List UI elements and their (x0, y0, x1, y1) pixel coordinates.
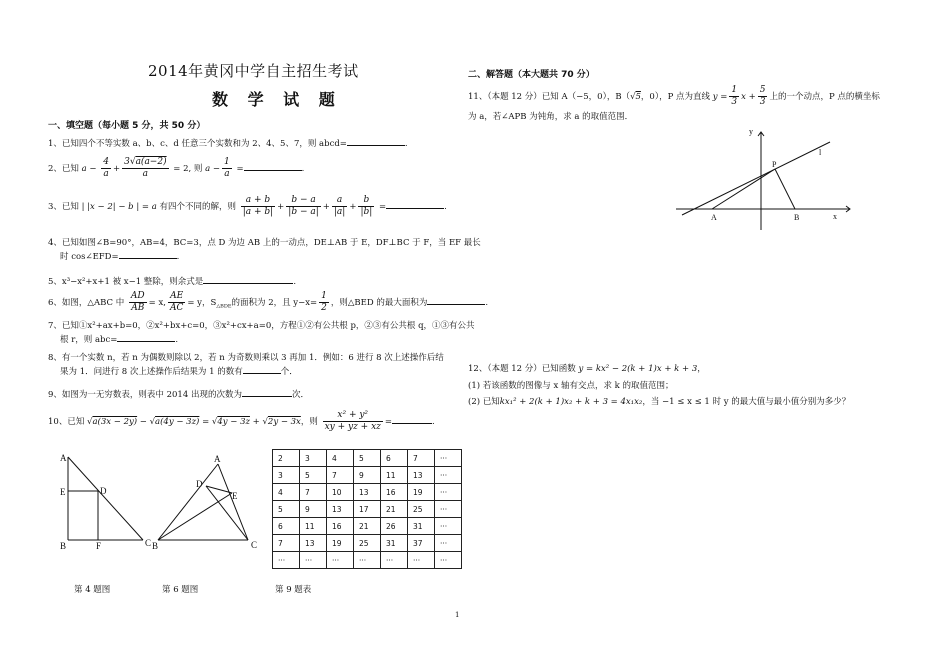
table-cell: 31 (381, 535, 408, 552)
caption-figure-4: 第 4 题图 (74, 585, 111, 595)
segment-ac (68, 457, 143, 540)
question-7-line2: 根 r，则 abc= . (60, 335, 179, 345)
table-cell: ··· (435, 501, 462, 518)
table-cell: 25 (408, 501, 435, 518)
question-4-line2: 时 cos∠EFD= . (60, 252, 180, 262)
table-cell: ··· (435, 552, 462, 569)
question-8-line2-text: 果为 1．问进行 8 次上述操作后结果为 1 的数有 (60, 367, 243, 377)
table-cell: 21 (381, 501, 408, 518)
answer-blank (392, 415, 432, 424)
table-cell: 26 (381, 518, 408, 535)
math-expression: a − (81, 164, 97, 174)
label-f: F (96, 541, 102, 551)
label-d: D (196, 479, 203, 489)
question-11 (468, 85, 880, 124)
label-a: A (711, 213, 717, 222)
math-fraction: $\frac{b}{|b|}$ (360, 195, 373, 217)
question-6-tail: ，则△BED 的最大面积为 (330, 298, 428, 308)
table-row (273, 484, 462, 501)
math-expression: y = (712, 92, 728, 102)
segment-pa (712, 169, 775, 209)
question-7 (48, 320, 475, 347)
table-cell: 7 (300, 484, 327, 501)
question-11-line1: 11、（本题 12 分）已知 A（−5，0），B（√5，0），P 点为直线 y = $\frac{1}{3}$ x + $\frac{5}{3}$ 上的一个动点，P 点的横坐标 (468, 85, 880, 107)
table-cell: 21 (354, 518, 381, 535)
label-l: l (819, 148, 822, 157)
section-solve-heading: 二、解答题（本大题共 70 分） (468, 70, 595, 80)
question-12-part2-tail: ，当 −1 ≤ x ≤ 1 时 y 的最大值与最小值分别为多少？ (642, 397, 851, 407)
question-6-lead: 6、如图，△ABC 中 (48, 298, 125, 308)
table-cell: ··· (435, 535, 462, 552)
question-5: 5、x³−x²+x+1 被 x−1 整除，则余式是 . (48, 277, 297, 287)
table-cell: ··· (381, 552, 408, 569)
question-2-lead: 2、已知 (48, 164, 79, 174)
math-fraction: $\frac{AE}{AC}$ (169, 291, 184, 313)
table-cell: ··· (435, 484, 462, 501)
label-e: E (232, 491, 238, 501)
table-cell: ··· (435, 450, 462, 467)
question-11-line2: 为 a，若∠APB 为钝角，求 a 的取值范围． (468, 112, 634, 122)
question-4-line2-text: 时 cos∠EFD= (60, 252, 119, 262)
math-fraction: $\frac{5}{3}$ (759, 85, 766, 107)
table-cell: 37 (408, 535, 435, 552)
table-cell: 11 (300, 518, 327, 535)
math-fraction: $\frac{4}{a}$ (103, 157, 109, 179)
label-y: y (749, 127, 753, 136)
table-cell: 7 (408, 450, 435, 467)
question-12-lead: 12、（本题 12 分）已知函数 (468, 364, 576, 374)
math-fraction: $\frac{a + b}{|a + b|}$ (242, 195, 274, 217)
segment-pb (775, 169, 795, 209)
label-d: D (100, 486, 107, 496)
table-row (273, 450, 462, 467)
label-a: A (214, 454, 221, 464)
table-cell: 4 (327, 450, 354, 467)
question-3-tail: = (378, 202, 387, 212)
question-11-tail: 上的一个动点，P 点的横坐标 (769, 92, 880, 102)
segment-dc (206, 486, 248, 540)
table-row (273, 501, 462, 518)
math-expression: √5 (630, 92, 641, 102)
table-cell: 9 (354, 467, 381, 484)
table-cell: ··· (354, 552, 381, 569)
table-cell: 3 (300, 450, 327, 467)
label-b: B (794, 213, 800, 222)
question-4-line1: 4、已知如图∠B=90°，AB=4，BC=3，点 D 为边 AB 上的一动点，DE⊥AB 于 E，DF⊥BC 于 F，当 EF 最长 (48, 238, 481, 248)
label-p: P (772, 160, 777, 169)
question-8-line2 (48, 365, 444, 379)
subscript: △BDE (216, 303, 232, 310)
question-1-text: 1、已知四个不等实数 a、b、c、d 任意三个实数和为 2、4、5、7，则 abcd= (48, 139, 347, 149)
question-8-line1: 8、有一个实数 n，若 n 为偶数则除以 2，若 n 为奇数则乘以 3 再加 1．例如：6 进行 8 次上述操作后结 (48, 353, 444, 363)
question-9 (48, 388, 309, 402)
question-2-tail: = (236, 164, 244, 174)
question-12 (468, 363, 850, 409)
table-cell: 13 (300, 535, 327, 552)
answer-blank (242, 388, 292, 397)
answer-blank (203, 275, 293, 284)
question-2: 2、已知 a − $\frac{4}{a}$ + $\frac{3√a(a-2)}{a}$ = 2, 则 a − $\frac{1}{a}$ = . (48, 157, 305, 179)
question-12-part2 (468, 396, 850, 409)
label-a: A (60, 453, 67, 463)
math-expression: √a(3x − 2y) − √a(4y − 3z) = √4y − 3z + √2y − 3x (87, 417, 301, 427)
answer-blank (386, 200, 444, 209)
question-12-part1: (1) 若该函数的图像与 x 轴有交点，求 k 的取值范围； (468, 381, 674, 391)
line-l (682, 142, 830, 215)
table-cell: 9 (300, 501, 327, 518)
page-number: 1 (455, 611, 460, 619)
question-3-mid: 有四个不同的解，则 (159, 202, 236, 212)
math-expression: | |x − 2| − b | = a (81, 202, 157, 212)
table-row (273, 552, 462, 569)
math-fraction: $\frac{1}{a}$ (224, 157, 230, 179)
segment-be (158, 493, 232, 540)
table-cell: 5 (300, 467, 327, 484)
segment-ab (158, 464, 218, 540)
label-b: B (60, 541, 67, 551)
math-expression: kx₁² + 2(k + 1)x₂ + k + 3 = 4x₁x₂ (499, 397, 643, 407)
table-cell: 11 (381, 467, 408, 484)
math-fraction: $\frac{1}{2}$ (321, 291, 327, 313)
question-3-lead: 3、已知 (48, 202, 79, 212)
caption-table-9: 第 9 题表 (275, 585, 312, 595)
table-cell: 6 (273, 518, 300, 535)
question-10-mid: ，则 (300, 417, 318, 427)
table-cell: 31 (408, 518, 435, 535)
question-5-text: 5、x³−x²+x+1 被 x−1 整除，则余式是 (48, 277, 204, 287)
table-cell: 10 (327, 484, 354, 501)
answer-blank (117, 333, 175, 342)
figure-11 (672, 122, 860, 234)
table-cell: 13 (354, 484, 381, 501)
table-cell: 7 (273, 535, 300, 552)
table-row (273, 467, 462, 484)
question-11-lead: 11、（本题 12 分）已知 A（−5，0），B（ (468, 92, 631, 102)
table-cell: 13 (327, 501, 354, 518)
number-table-9 (272, 449, 462, 569)
table-cell: 16 (327, 518, 354, 535)
answer-blank (347, 137, 405, 146)
answer-blank (244, 162, 302, 171)
question-9-text: 9、如图为一无穷数表，则表中 2014 出现的次数为 (48, 390, 242, 400)
question-6-s: ，S (201, 298, 217, 308)
math-fraction: $\frac{b - a}{|b - a|}$ (288, 195, 319, 217)
answer-blank (243, 365, 281, 374)
math-fraction: $\frac{1}{3}$ (731, 85, 738, 107)
question-8-line2-end: 个． (280, 367, 298, 377)
label-b: B (152, 541, 159, 551)
math-fraction: $\frac{3√a(a-2)}{a}$ (124, 157, 167, 179)
table-cell: ··· (273, 552, 300, 569)
question-3: 3、已知 | |x − 2| − b | = a 有四个不同的解，则 $\frac{a + b}{|a + b|}$ + $\frac{b - a}{|b - a|}$ + $\frac{a}{|a|}$ + $\frac{b}{|b|}$ = . (48, 195, 447, 217)
question-10: 10、已知 √a(3x − 2y) − √a(4y − 3z) = √4y − 3z + √2y − 3x，则 $\frac{\text{x² + y²}}{xy + yz + xz}$ = . (48, 410, 435, 432)
question-2-mid: = 2, 则 (173, 164, 203, 174)
question-7-line1: 7、已知①x²+ax+b=0，②x²+bx+c=0，③x²+cx+a=0，方程①②有公共根 p，②③有公共根 q，①③有公共 (48, 321, 475, 331)
answer-blank (427, 296, 485, 305)
figure-4 (55, 448, 165, 556)
question-12-line1: 12、（本题 12 分）已知函数 y = kx² − 2(k + 1)x + k + 3， (468, 364, 706, 374)
label-c: C (251, 540, 258, 550)
question-7-line2-text: 根 r，则 abc= (60, 335, 118, 345)
question-10-lead: 10、已知 (48, 417, 85, 427)
question-4 (48, 237, 481, 264)
math-fraction: $\frac{a}{|a|}$ (333, 195, 346, 217)
math-expression: a − (205, 164, 221, 174)
table-cell: 5 (273, 501, 300, 518)
question-11-mid: ，0），P 点为直线 (640, 92, 710, 102)
exam-title: 2014年黄冈中学自主招生考试 (148, 62, 359, 80)
table-cell: ··· (327, 552, 354, 569)
table-row (273, 518, 462, 535)
table-cell: 16 (381, 484, 408, 501)
question-6-mid: 的面积为 2，且 y−x= (231, 298, 318, 308)
math-fraction: $\frac{AD}{AB}$ (130, 291, 145, 313)
question-12-part2-lead: (2) 已知 (468, 397, 500, 407)
table-cell: ··· (408, 552, 435, 569)
table-cell: 3 (273, 467, 300, 484)
table-cell: 2 (273, 450, 300, 467)
question-9-end: 次． (291, 390, 309, 400)
table-cell: 5 (354, 450, 381, 467)
table-cell: 7 (327, 467, 354, 484)
table-cell: 19 (327, 535, 354, 552)
question-6: 6、如图，△ABC 中 $\frac{AD}{AB}$ = x, $\frac{AE}{AC}$ = y，$S_{\triangle BDE}$的面积为 2，且 y−x= $\frac{1}{2}$ ，则△BED 的最大面积为 . (48, 291, 489, 313)
table-cell: 25 (354, 535, 381, 552)
answer-blank (119, 250, 177, 259)
table-row (273, 535, 462, 552)
figure-6 (150, 452, 265, 556)
table-cell: 6 (381, 450, 408, 467)
table-cell: ··· (300, 552, 327, 569)
label-c: C (145, 538, 152, 548)
caption-figure-6: 第 6 题图 (162, 585, 199, 595)
math-fraction: $\frac{\text{x² + y²}}{xy + yz + xz}$ (324, 410, 381, 432)
table-cell: ··· (435, 467, 462, 484)
table-cell: ··· (435, 518, 462, 535)
label-x: x (833, 212, 837, 221)
table-cell: 17 (354, 501, 381, 518)
math-expression: y = kx² − 2(k + 1)x + k + 3 (578, 364, 698, 374)
table-cell: 19 (408, 484, 435, 501)
question-8 (48, 352, 444, 379)
table-cell: 13 (408, 467, 435, 484)
table-cell: 4 (273, 484, 300, 501)
label-e: E (60, 487, 66, 497)
question-1: 1、已知四个不等实数 a、b、c、d 任意三个实数和为 2、4、5、7，则 abcd= . (48, 139, 408, 149)
exam-subtitle: 数 学 试 题 (212, 90, 342, 109)
section-fill-in-heading: 一、填空题（每小题 5 分，共 50 分） (48, 121, 206, 131)
segment-ac (218, 464, 248, 540)
